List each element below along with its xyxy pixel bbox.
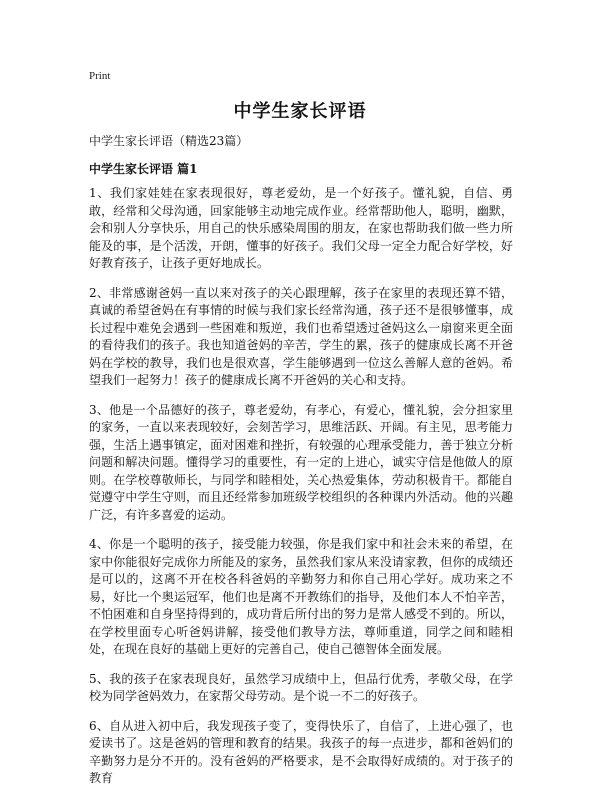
paragraph-3: 3、他是一个品德好的孩子，尊老爱幼，有孝心，有爱心，懂礼貌，会分担家里的家务，一直以来表现较好，会刻苦学习，思维活跃、开阔。有主见，思考能力强，生活上遇事镇定，面对困难和挫折，有较强的心理承受能力，善于独立分析问题和解决问题。懂得学习的重要性，有一定的上进心，诚实守信是他做人的原则。在学校尊敬师长，与同学和睦相处，关心热爱集体，劳动积极肯干。都能自觉遵守中学生守则，而且还经常参加班级学校组织的各种课内外活动。他的兴趣广泛，有许多喜爱的运动。 [89, 402, 513, 522]
print-link[interactable]: Print [89, 70, 111, 82]
paragraph-5: 5、我的孩子在家表现良好，虽然学习成绩中上，但品行优秀，孝敬父母，在学校为同学爸妈效力，在家帮父母劳动。是个说一不二的好孩子。 [89, 671, 513, 703]
paragraph-2: 2、非常感谢爸妈一直以来对孩子的关心跟理解，孩子在家里的表现还算不错，真诚的希望爸妈在有事情的时候与我们家长经常沟通，孩子还不是很够懂事，成长过程中难免会遇到一些困难和叛逆，我们也希望透过爸妈这么一扇窗来更全面的看待我们的孩子。我也知道爸妈的辛苦，学生的累，孩子的健康成长离不开爸妈在学校的教导，我们也是很欢喜，学生能够遇到一位这么善解人意的爸妈。希望我们一起努力！孩子的健康成长离不开爸妈的关心和支持。 [89, 285, 513, 387]
page-title: 中学生家长评语 [233, 101, 367, 122]
article-body [89, 185, 513, 800]
document-subtitle: 中学生家长评语（精选23篇） [89, 134, 249, 148]
paragraph-6: 6、自从进入初中后，我发现孩子变了，变得快乐了，自信了，上进心强了，也爱读书了。这是爸妈的管理和教育的结果。我孩子的每一点进步，都和爸妈们的辛勤努力是分不开的。没有爸妈的严格要求，是不会取得好成绩的。对于孩子的教育 [89, 718, 513, 785]
paragraph-1: 1、我们家娃娃在家表现很好，尊老爱幼，是一个好孩子。懂礼貌，自信、勇敢，经常和父母沟通，回家能够主动地完成作业。经常帮助他人，聪明，幽默，会和别人分享快乐，用自己的快乐感染周围的朋友，在家也帮助我们做一些力所能及的事，是个活泼，开朗，懂事的好孩子。我们父母一定全力配合好学校，好好教育孩子，让孩子更好地成长。 [89, 186, 513, 270]
section-heading: 中学生家长评语 篇1 [89, 162, 198, 176]
paragraph-4: 4、你是一个聪明的孩子，接受能力较强，你是我们家中和社会未来的希望，在家中你能很好完成你力所能及的家务，虽然我们家从来没请家教，但你的成绩还是可以的，这离不开在校各科爸妈的辛勤努力和你自己用心学好。成功来之不易，好比一个奥运冠军，他们也是离不开教练们的指导，及他们本人不怕辛苦，不怕困难和自身坚持得到的，成功背后所付出的努力是常人感受不到的。所以，在学校里面专心听爸妈讲解，接受他们教导方法，尊师重道，同学之间和睦相处，在现在良好的基础上更好的完善自己，使自己德智体全面发展。 [89, 537, 513, 656]
